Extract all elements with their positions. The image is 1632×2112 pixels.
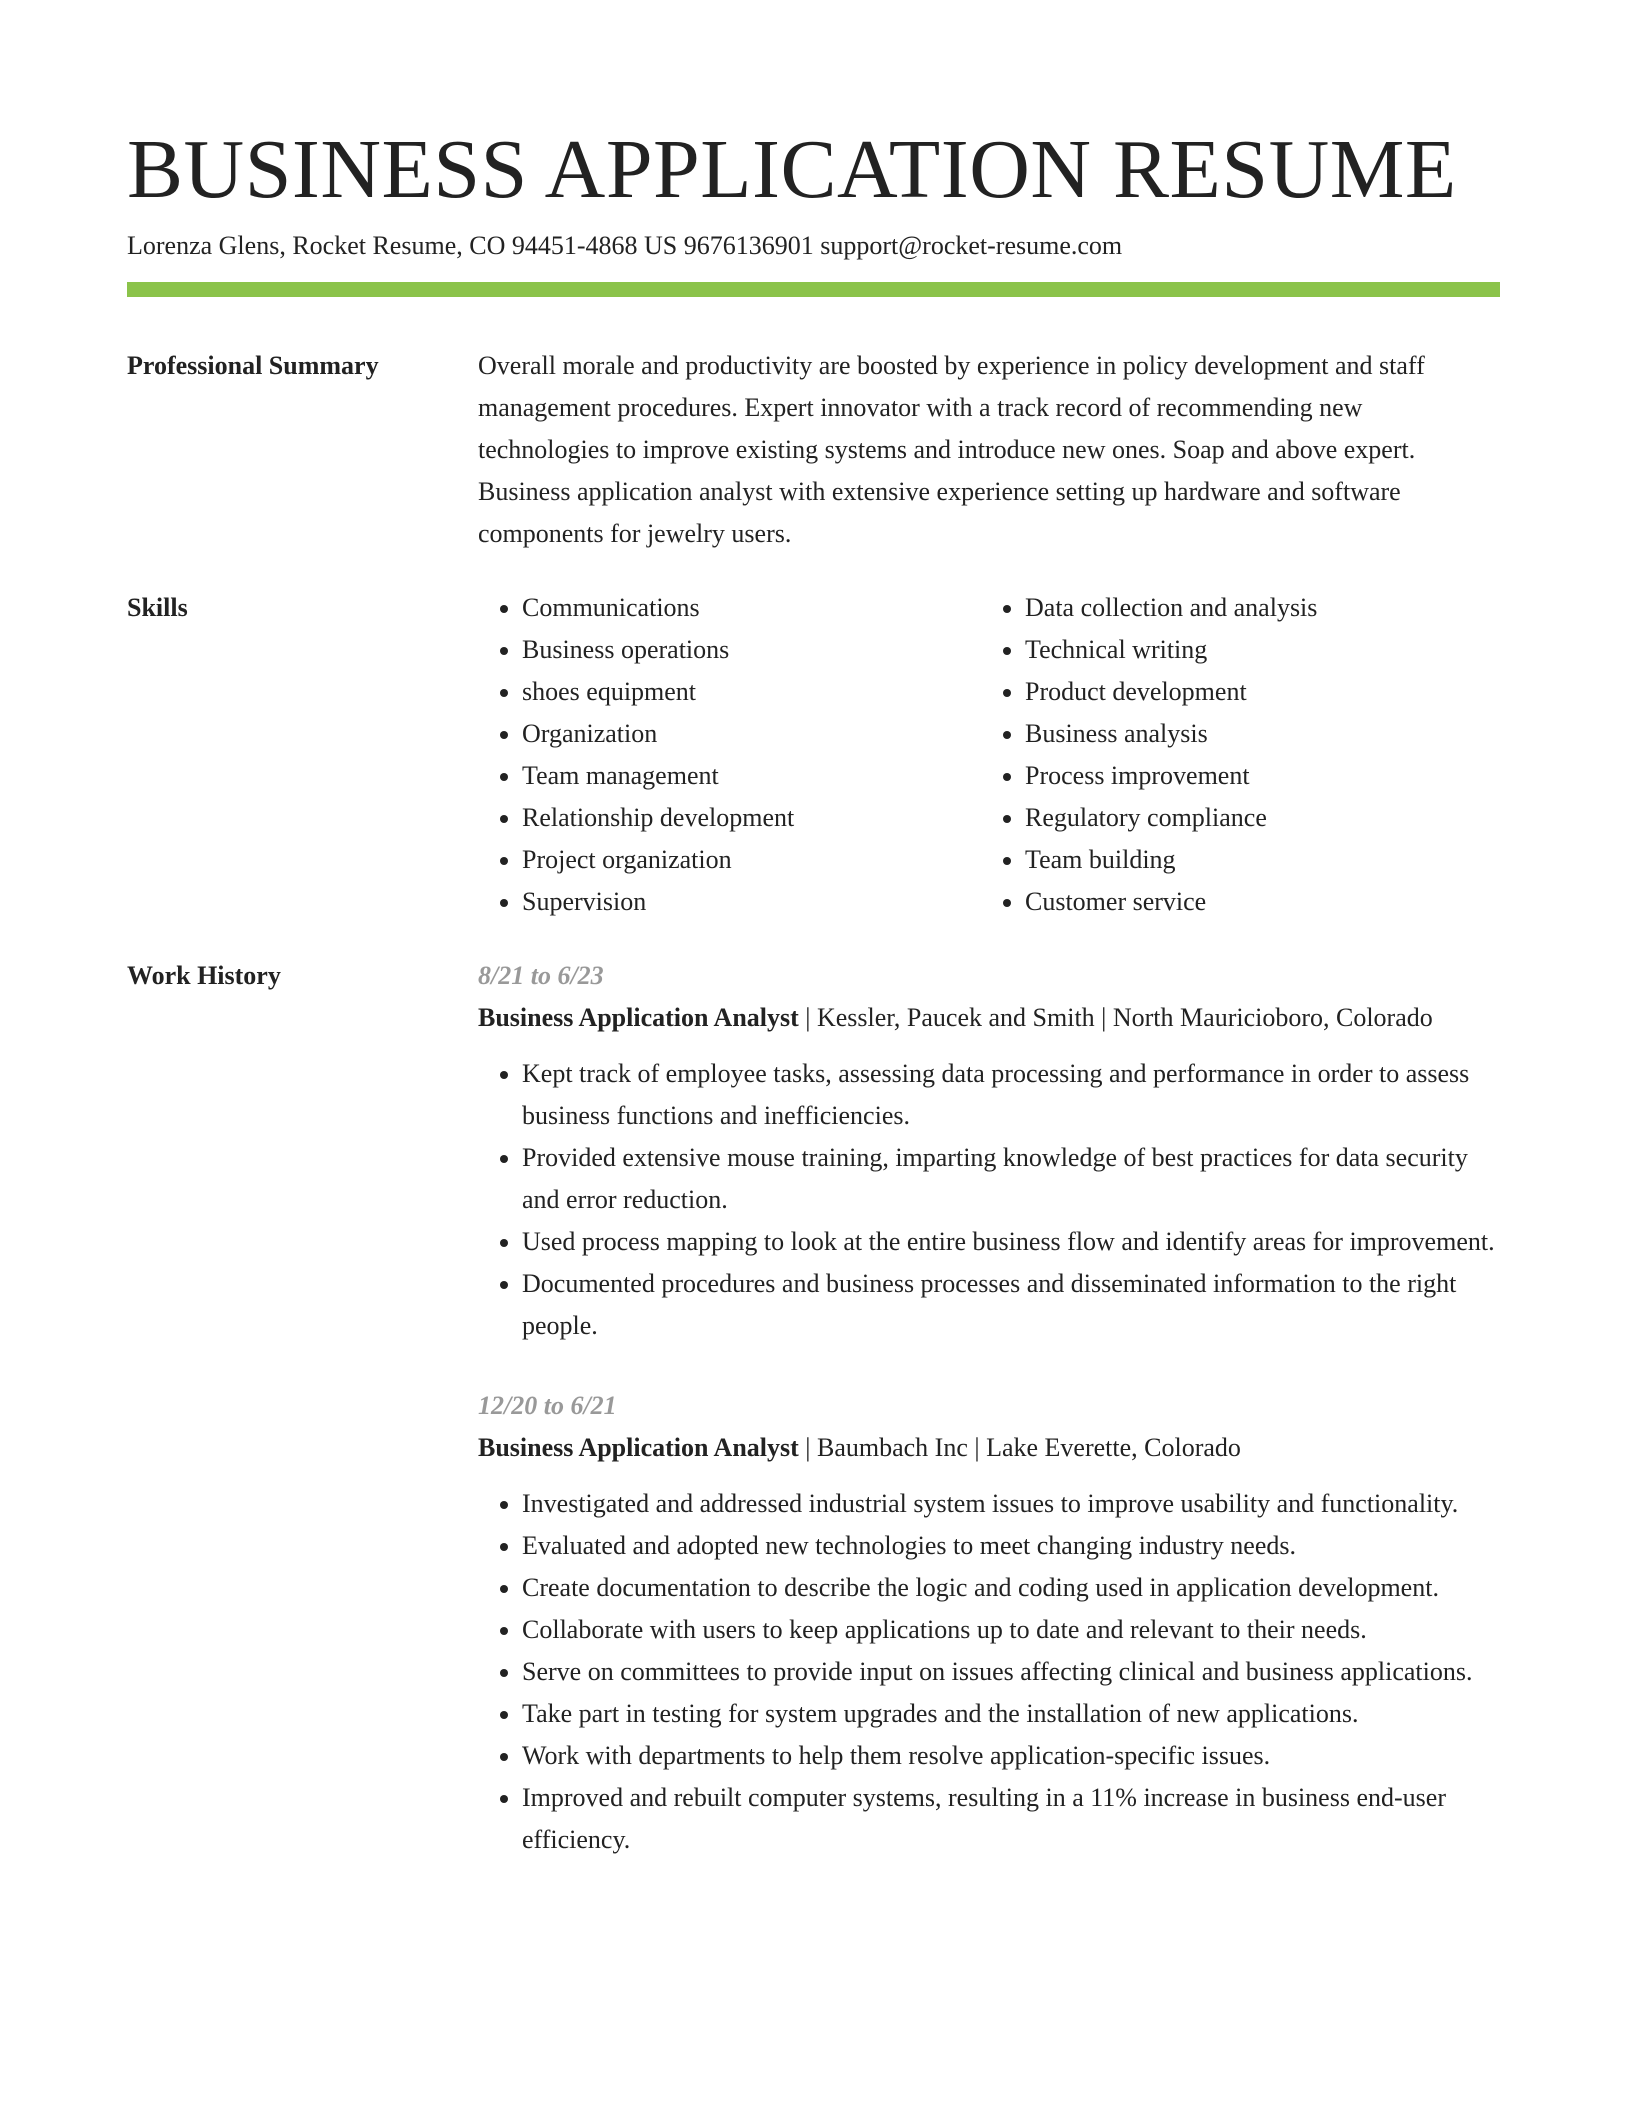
contact-line: Lorenza Glens, Rocket Resume, CO 94451-4868 US 9676136901 support@rocket-resume.com bbox=[127, 231, 1123, 260]
job-title: Business Application Analyst bbox=[478, 1433, 799, 1462]
skill-item: • Regulatory compliance bbox=[1025, 797, 1317, 839]
job-bullet: • Kept track of employee tasks, assessing data processing and performance in order to assess business functions and inefficiencies. bbox=[522, 1053, 1500, 1137]
job-bullet: • Work with departments to help them resolve application-specific issues. bbox=[522, 1735, 1500, 1777]
job-bullet: • Investigated and addressed industrial system issues to improve usability and functionality. bbox=[522, 1483, 1500, 1525]
job-heading bbox=[478, 997, 1500, 1039]
skill-item: • shoes equipment bbox=[522, 671, 981, 713]
job-dates: 12/20 to 6/21 bbox=[478, 1391, 617, 1420]
skill-item: • Customer service bbox=[1025, 881, 1317, 923]
skill-item: • Supervision bbox=[522, 881, 981, 923]
resume-page bbox=[127, 120, 1500, 1899]
skills-section bbox=[127, 555, 1500, 923]
job-bullet: • Collaborate with users to keep applications up to date and relevant to their needs. bbox=[522, 1609, 1500, 1651]
section-label-work-history: Work History bbox=[127, 961, 281, 990]
skill-item: • Product development bbox=[1025, 671, 1317, 713]
job-entry bbox=[478, 955, 1500, 1347]
skill-item: • Team building bbox=[1025, 839, 1317, 881]
job-bullets bbox=[478, 1483, 1500, 1861]
job-bullets bbox=[478, 1053, 1500, 1347]
resume-title: BUSINESS APPLICATION RESUME bbox=[127, 123, 1457, 216]
job-bullet: • Take part in testing for system upgrades and the installation of new applications. bbox=[522, 1693, 1500, 1735]
job-bullet: • Used process mapping to look at the entire business flow and identify areas for improvement. bbox=[522, 1221, 1500, 1263]
skills-list-left bbox=[478, 587, 981, 923]
skill-item: • Relationship development bbox=[522, 797, 981, 839]
job-bullet: • Serve on committees to provide input on issues affecting clinical and business applications. bbox=[522, 1651, 1500, 1693]
summary-section bbox=[127, 297, 1500, 555]
section-label-summary: Professional Summary bbox=[127, 351, 379, 380]
work-history-section bbox=[127, 923, 1500, 1899]
skill-item: • Team management bbox=[522, 755, 981, 797]
skill-item: • Organization bbox=[522, 713, 981, 755]
job-bullet: • Provided extensive mouse training, imparting knowledge of best practices for data security and error reduction. bbox=[522, 1137, 1500, 1221]
job-employer-location: | Kessler, Paucek and Smith | North Mauricioboro, Colorado bbox=[798, 1003, 1433, 1032]
skill-item: • Process improvement bbox=[1025, 755, 1317, 797]
job-bullet: • Evaluated and adopted new technologies to meet changing industry needs. bbox=[522, 1525, 1500, 1567]
skill-item: • Technical writing bbox=[1025, 629, 1317, 671]
skills-list-right bbox=[981, 587, 1317, 923]
skill-item: • Business operations bbox=[522, 629, 981, 671]
skill-item: • Business analysis bbox=[1025, 713, 1317, 755]
job-dates: 8/21 to 6/23 bbox=[478, 961, 604, 990]
job-heading bbox=[478, 1427, 1500, 1469]
job-bullet: • Improved and rebuilt computer systems, resulting in a 11% increase in business end-user efficiency. bbox=[522, 1777, 1500, 1861]
job-entry bbox=[478, 1385, 1500, 1861]
job-employer-location: | Baumbach Inc | Lake Everette, Colorado bbox=[798, 1433, 1241, 1462]
job-bullet: • Documented procedures and business processes and disseminated information to the right people. bbox=[522, 1263, 1500, 1347]
job-title: Business Application Analyst bbox=[478, 1003, 799, 1032]
summary-text: Overall morale and productivity are boosted by experience in policy development and staff management procedures. Expert innovator with a track record of recommending new technologies to improve existing systems and introduce new ones. Soap and above expert. Business application analyst with extensive experience setting up hardware and software components for jewelry users. bbox=[478, 351, 1425, 548]
header-divider bbox=[127, 282, 1500, 297]
skill-item: • Data collection and analysis bbox=[1025, 587, 1317, 629]
skill-item: • Project organization bbox=[522, 839, 981, 881]
job-bullet: • Create documentation to describe the logic and coding used in application development. bbox=[522, 1567, 1500, 1609]
section-label-skills: Skills bbox=[127, 593, 188, 622]
skill-item: • Communications bbox=[522, 587, 981, 629]
